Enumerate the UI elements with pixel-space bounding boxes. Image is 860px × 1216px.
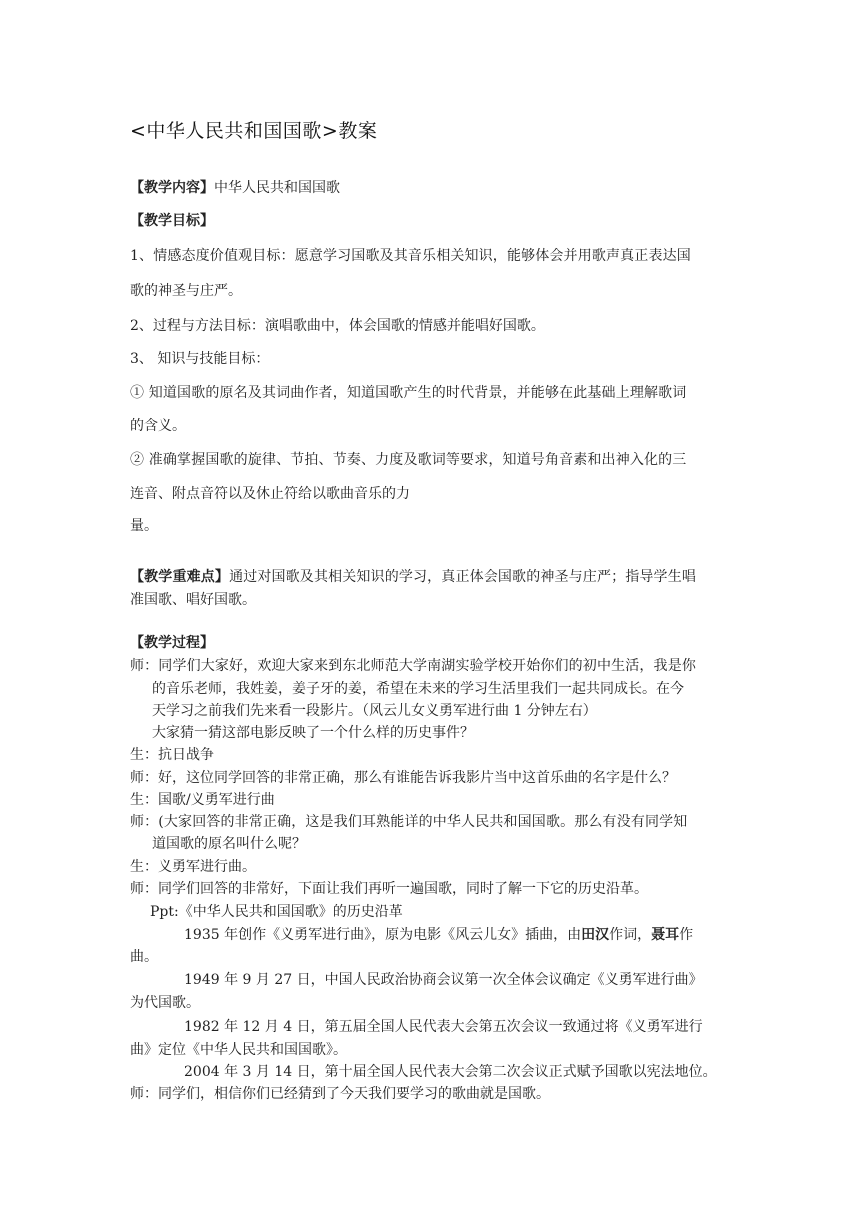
skill-1-line-1: ① 知道国歌的原名及其词曲作者，知道国歌产生的时代背景，并能够在此基础上理解歌词 <box>130 385 687 401</box>
history-1-line-1 <box>184 924 693 944</box>
history-4: 2004 年 3 月 14 日，第十届全国人民代表大会第二次会议正式赋予国歌以宪法地位。 <box>184 1064 717 1080</box>
goal-2: 2、过程与方法目标：演唱歌曲中，体会国歌的情感并能唱好国歌。 <box>130 318 545 334</box>
process-p1-line-1: 师：同学们大家好，欢迎大家来到东北师范大学南湖实验学校开始你们的初中生活，我是你 <box>130 658 696 674</box>
history-3-line-2: 曲》定位《中华人民共和国国歌》。 <box>130 1042 347 1058</box>
content-text: 中华人民共和国国歌 <box>214 180 340 196</box>
content-label: 【教学内容】 <box>130 180 214 196</box>
process-label: 【教学过程】 <box>130 635 214 651</box>
page-title: <中华人民共和国国歌>教案 <box>130 120 378 142</box>
process-p6-line-2: 道国歌的原名叫什么呢？ <box>152 836 306 852</box>
skill-2-line-1: ② 准确掌握国歌的旋律、节拍、节奏、力度及歌词等要求，知道号角音素和出神入化的三 <box>130 452 687 468</box>
goal-1-line-2: 歌的神圣与庄严。 <box>130 283 242 299</box>
process-p2: 大家猜一猜这部电影反映了一个什么样的历史事件？ <box>152 725 474 741</box>
process-p3: 生：抗日战争 <box>130 747 214 763</box>
history-1-end: 作 <box>679 927 694 943</box>
history-1-text: 1935 年创作《义勇军进行曲》，原为电影《风云儿女》插曲，由 <box>184 927 582 943</box>
process-p9: Ppt:《中华人民共和国国歌》的历史沿革 <box>150 904 403 920</box>
process-p10: 师：同学们，相信你们已经猜到了今天我们要学习的歌曲就是国歌。 <box>130 1086 550 1102</box>
goals-heading <box>130 210 214 230</box>
skill-2-line-2: 连音、附点音符以及休止符给以歌曲音乐的力 <box>130 486 410 502</box>
history-3-line-1: 1982 年 12 月 4 日，第五届全国人民代表大会第五次会议一致通过将《义勇军进行 <box>184 1019 703 1035</box>
composer-name: 聂耳 <box>651 927 680 943</box>
history-1-line-2: 曲。 <box>130 949 158 965</box>
keypoints-label: 【教学重难点】 <box>130 569 230 585</box>
process-p4: 师：好，这位同学回答的非常正确，那么有谁能告诉我影片当中这首乐曲的名字是什么？ <box>130 770 676 786</box>
keypoints-row <box>130 566 696 586</box>
goal-3: 3、 知识与技能目标： <box>130 351 270 367</box>
process-p5: 生：国歌/义勇军进行曲 <box>130 792 275 808</box>
process-heading <box>130 632 214 652</box>
goal-1-line-1: 1、情感态度价值观目标：愿意学习国歌及其音乐相关知识，能够体会并用歌声真正表达国 <box>130 248 691 264</box>
process-p1-line-3: 天学习之前我们先来看一段影片。（风云儿女义勇军进行曲 1 分钟左右） <box>152 703 597 719</box>
lyricist-name: 田汉 <box>581 927 610 943</box>
skill-2-line-3: 量。 <box>130 518 158 534</box>
process-p8: 师：同学们回答的非常好，下面让我们再听一遍国歌，同时了解一下它的历史沿革。 <box>130 881 648 897</box>
history-2-line-1: 1949 年 9 月 27 日，中国人民政治协商会议第一次全体会议确定《义勇军进行曲》 <box>184 972 703 988</box>
goals-label: 【教学目标】 <box>130 213 214 229</box>
process-p7: 生：义勇军进行曲。 <box>130 859 256 875</box>
history-1-mid: 作词， <box>609 927 652 943</box>
history-2-line-2: 为代国歌。 <box>130 995 200 1011</box>
content-row <box>130 177 340 197</box>
process-p1-line-2: 的音乐老师，我姓姜，姜子牙的姜，希望在未来的学习生活里我们一起共同成长。在今 <box>152 681 684 697</box>
keypoints-text-line-1: 通过对国歌及其相关知识的学习，真正体会国歌的神圣与庄严；指导学生唱 <box>229 569 697 585</box>
process-p6-line-1: 师：(大家回答的非常正确，这是我们耳熟能详的中华人民共和国国歌。那么有没有同学知 <box>130 814 688 830</box>
skill-1-line-2: 的含义。 <box>130 418 186 434</box>
keypoints-text-line-2: 准国歌、唱好国歌。 <box>130 592 256 608</box>
